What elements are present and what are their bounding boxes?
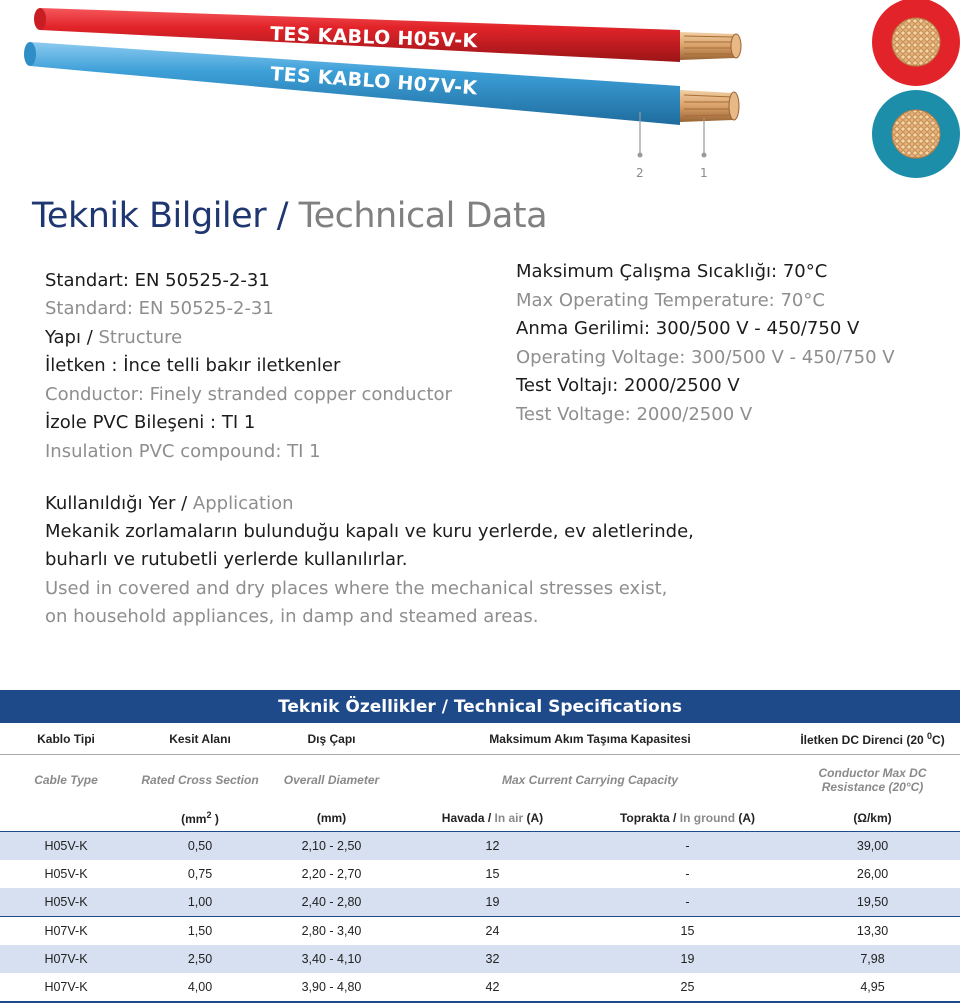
- cell-diameter: 2,40 - 2,80: [268, 888, 395, 917]
- cell-current-air: 32: [395, 945, 590, 973]
- unit-ground-en: In ground: [679, 811, 736, 825]
- conductor-en: Conductor: Finely stranded copper conductor: [45, 384, 452, 405]
- cell-current-ground: 15: [680, 924, 695, 938]
- cell-resistance: 4,95: [785, 973, 960, 1002]
- cell-resistance: 13,30: [856, 924, 889, 938]
- cell-resistance: 19,50: [785, 888, 960, 917]
- table-row: [0, 945, 960, 973]
- spec-table: [0, 690, 960, 1003]
- header-resistance: [785, 723, 960, 755]
- application-heading-en: Application: [192, 493, 294, 514]
- header-en-resistance-2: Resistance (20°C): [821, 780, 924, 794]
- unit-resistance: (Ω/km): [785, 805, 960, 832]
- unit-cross-section-end: ): [211, 812, 219, 826]
- blue-cross-section: [872, 90, 960, 178]
- insulation-en: Insulation PVC compound: TI 1: [45, 441, 321, 462]
- header-resistance-degree: 0: [927, 730, 933, 741]
- header-en-current: Max Current Carrying Capacity: [501, 773, 679, 787]
- header-en-cross-section: Rated Cross Section: [141, 773, 259, 787]
- header-cross-section: Kesit Alanı: [132, 723, 268, 755]
- cell-current-ground: -: [685, 867, 690, 881]
- unit-ground: [590, 805, 785, 832]
- application-heading-tr: Kullanıldığı Yer /: [45, 493, 193, 514]
- cell-cable-type: H05V-K: [0, 832, 132, 861]
- table-row: [0, 973, 960, 1002]
- cell-current-air: 15: [485, 867, 500, 881]
- application-en-line-1: Used in covered and dry places where the mechanical stresses exist,: [45, 578, 668, 599]
- unit-diameter: (mm): [268, 805, 395, 832]
- cell-cable-type: H07V-K: [0, 973, 132, 1002]
- title-english: Technical Data: [298, 196, 548, 236]
- header-en-diameter: Overall Diameter: [283, 773, 380, 787]
- cell-cable-type: H07V-K: [0, 945, 132, 973]
- test-voltage-en: Test Voltage: 2000/2500 V: [516, 404, 753, 425]
- insulation-tr: İzole PVC Bileşeni : TI 1: [45, 412, 256, 433]
- cell-resistance: 7,98: [785, 945, 960, 973]
- callout-1-label: 1: [700, 166, 708, 180]
- cell-current-ground: 25: [590, 973, 785, 1002]
- application-heading: [45, 493, 294, 515]
- red-cable-label: TES KABLO H05V-K: [269, 23, 478, 53]
- cell-resistance: 39,00: [785, 832, 960, 861]
- cell-diameter: 2,20 - 2,70: [301, 867, 362, 881]
- blue-cable-label: TES KABLO H07V-K: [269, 63, 479, 100]
- unit-ground-tr: Toprakta /: [619, 811, 680, 825]
- cell-resistance: 26,00: [856, 867, 889, 881]
- cell-current-ground: -: [590, 888, 785, 917]
- header-en-cable-type: Cable Type: [34, 773, 98, 787]
- header-current: Maksimum Akım Taşıma Kapasitesi: [395, 723, 785, 755]
- title-turkish: Teknik Bilgiler: [32, 196, 267, 236]
- standard-en: Standard: EN 50525-2-31: [45, 298, 274, 319]
- structure-heading: [45, 327, 182, 349]
- cell-diameter: 3,90 - 4,80: [268, 973, 395, 1002]
- cell-cable-type: H05V-K: [44, 867, 88, 881]
- table-header-en: [0, 755, 960, 806]
- cell-cross-section: 0,50: [132, 832, 268, 861]
- cell-cross-section: 4,00: [132, 973, 268, 1002]
- cell-cable-type: H05V-K: [0, 888, 132, 917]
- structure-heading-tr: Yapı /: [45, 327, 99, 348]
- table-row: [0, 832, 960, 861]
- cell-diameter: 2,10 - 2,50: [268, 832, 395, 861]
- cell-current-air: 19: [395, 888, 590, 917]
- unit-air-tr: Havada /: [441, 811, 495, 825]
- conductor-tr: İletken : İnce telli bakır iletkenler: [45, 355, 341, 376]
- callout-2-label: 2: [636, 166, 644, 180]
- table-row: [0, 917, 960, 946]
- cell-current-air: 42: [395, 973, 590, 1002]
- application-en-line-2: on household appliances, in damp and steamed areas.: [45, 606, 539, 627]
- cell-cross-section: 1,00: [132, 888, 268, 917]
- max-temp-en: Max Operating Temperature: 70°C: [516, 290, 825, 311]
- table-units-row: [0, 805, 960, 832]
- application-tr-line-1: Mekanik zorlamaların bulunduğu kapalı ve kuru yerlerde, ev aletlerinde,: [45, 521, 694, 542]
- cell-cross-section: 2,50: [132, 945, 268, 973]
- unit-cross-section-sup: 2: [206, 810, 212, 820]
- table-header-tr: [0, 723, 960, 755]
- rated-voltage-en: Operating Voltage: 300/500 V - 450/750 V: [516, 347, 895, 368]
- red-cross-section: [872, 0, 960, 86]
- structure-heading-en: Structure: [98, 327, 183, 348]
- cell-current-air: 12: [395, 832, 590, 861]
- header-en-resistance-1: Conductor Max DC: [818, 766, 927, 780]
- header-diameter: Dış Çapı: [268, 723, 395, 755]
- unit-cross-section: [132, 805, 268, 832]
- cell-current-ground: 19: [590, 945, 785, 973]
- unit-air-unit: (A): [523, 811, 544, 825]
- cell-cross-section: 1,50: [187, 924, 213, 938]
- cell-cross-section: 0,75: [187, 867, 213, 881]
- cell-current-air: 24: [485, 924, 500, 938]
- cell-cable-type: H07V-K: [44, 924, 88, 938]
- page-title: [32, 196, 547, 236]
- unit-air: [395, 805, 590, 832]
- unit-air-en: In air: [494, 811, 524, 825]
- header-en-resistance: [785, 755, 960, 806]
- table-title: Teknik Özellikler / Technical Specifications: [0, 690, 960, 723]
- cell-diameter: 3,40 - 4,10: [268, 945, 395, 973]
- application-tr-line-2: buharlı ve rutubetli yerlerde kullanılırlar.: [45, 549, 408, 570]
- max-temp-tr: Maksimum Çalışma Sıcaklığı: 70°C: [516, 261, 828, 282]
- cable-illustration: [0, 0, 960, 190]
- cell-diameter: 2,80 - 3,40: [301, 924, 362, 938]
- unit-cross-section-text: (mm: [181, 812, 207, 826]
- title-separator: /: [266, 196, 299, 236]
- header-resistance-text: İletken DC Direnci (20: [800, 732, 928, 747]
- test-voltage-tr: Test Voltajı: 2000/2500 V: [516, 375, 740, 396]
- table-row: [0, 888, 960, 917]
- table-row: [0, 860, 960, 888]
- rated-voltage-tr: Anma Gerilimi: 300/500 V - 450/750 V: [516, 318, 860, 339]
- unit-empty: [0, 805, 132, 832]
- header-resistance-end: C): [932, 732, 945, 747]
- header-cable-type: Kablo Tipi: [0, 723, 132, 755]
- cell-current-ground: -: [590, 832, 785, 861]
- standard-tr: Standart: EN 50525-2-31: [45, 270, 270, 291]
- unit-ground-unit: (A): [735, 811, 756, 825]
